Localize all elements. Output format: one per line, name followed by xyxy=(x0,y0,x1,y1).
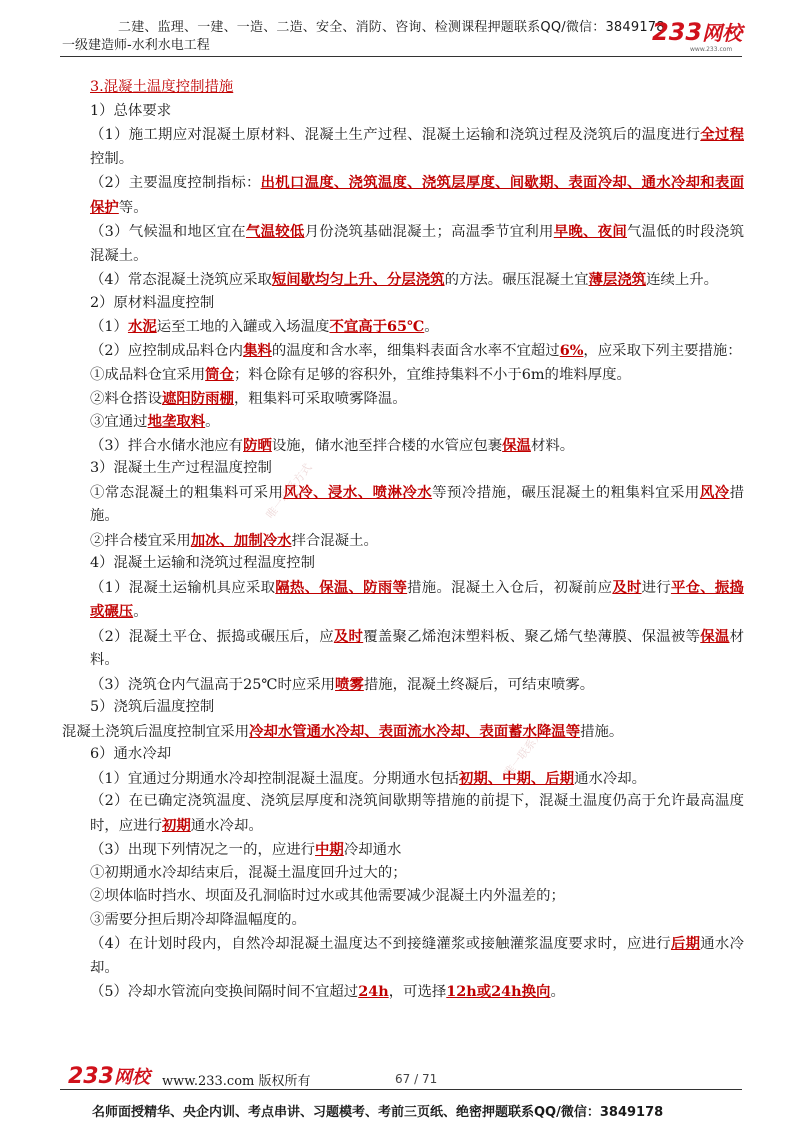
paragraph: （2）在已确定浇筑温度、浇筑层厚度和浇筑间歇期等措施的前提下，混凝土温度仍高于允许最高温度时，应进行初期通水冷却。 xyxy=(90,793,744,834)
header-divider xyxy=(60,56,742,57)
paragraph: （3）浇筑仓内气温高于25℃时应采用喷雾措施，混凝土终凝后，可结束喷雾。 xyxy=(90,675,595,693)
paragraph: （2）主要温度控制指标：出机口温度、浇筑温度、浇筑层厚度、间歇期、表面冷却、通水冷却和表面保护等。 xyxy=(90,174,744,216)
watermark: 唯一联系方式 xyxy=(501,719,553,780)
paragraph: （3）气候温和地区宜在气温较低月份浇筑基础混凝土；高温季节宜利用早晚、夜间气温低的时段浇筑混凝土。 xyxy=(90,223,744,264)
paragraph: （5）冷却水管流向变换间隔时间不宜超过24h，可选择12h或24h换向。 xyxy=(90,983,565,1000)
subsection-heading: 1）总体要求 xyxy=(90,102,172,119)
subsection-heading: 4）混凝土运输和浇筑过程温度控制 xyxy=(90,555,316,571)
paragraph: （2）混凝土平仓、振捣或碾压后，应及时覆盖聚乙烯泡沫塑料板、聚乙烯气垫薄膜、保温被等保温材料。 xyxy=(90,627,744,668)
paragraph: （1）水泥运至工地的入罐或入场温度不宜高于65℃。 xyxy=(90,318,439,335)
header-subject: 一级建造师-水利水电工程 xyxy=(62,38,210,53)
paragraph: ②拌合楼宜采用加冰、加制冷水拌合混凝土。 xyxy=(90,531,378,549)
paragraph: （3）拌合水储水池应有防晒设施，储水池至拌合楼的水管应包裹保温材料。 xyxy=(90,436,575,454)
subsection-heading: 3）混凝土生产过程温度控制 xyxy=(90,460,272,476)
paragraph: （1）施工期应对混凝土原材料、混凝土生产过程、混凝土运输和浇筑过程及浇筑后的温度进行全过程控制。 xyxy=(90,126,744,167)
paragraph: （2）应控制成品料仓内集料的温度和含水率，细集料表面含水率不宜超过6%，应采取下列主要措施： xyxy=(90,341,742,359)
paragraph: ②料仓搭设遮阳防雨棚，粗集料可采取喷雾降温。 xyxy=(90,389,407,407)
section-title: 3.混凝土温度控制措施 xyxy=(90,79,234,95)
footer-site: www.233.com 版权所有 xyxy=(162,1074,311,1089)
list-item: ③需要分担后期冷却降温幅度的。 xyxy=(90,911,306,928)
list-item: ②坝体临时挡水、坝面及孔洞临时过水或其他需要减少混凝土内外温差的； xyxy=(90,888,565,904)
paragraph: （4）在计划时段内，自然冷却混凝土温度达不到接缝灌浆或接触灌浆温度要求时，应进行后期通水冷却。 xyxy=(90,935,744,976)
footer-divider xyxy=(60,1089,742,1090)
subsection-heading: 6）通水冷却 xyxy=(90,746,172,762)
watermark: 唯一联系方式 xyxy=(263,461,315,522)
paragraph: ①常态混凝土的粗集料可采用风冷、浸水、喷淋冷水等预冷措施，碾压混凝土的粗集料宜采用风冷措施。 xyxy=(90,483,744,524)
paragraph: ③宜通过地垄取料。 xyxy=(90,413,220,430)
header-promo: 二建、监理、一建、一造、二造、安全、消防、咨询、检测课程押题联系QQ/微信：3849178 xyxy=(118,20,665,35)
footer-logo: 233网校 xyxy=(68,1064,150,1089)
paragraph: （1）混凝土运输机具应采取隔热、保温、防雨等措施。混凝土入仓后，初凝前应及时进行平仓、振捣或碾压。 xyxy=(90,578,744,620)
footer-promo: 名师面授精华、央企内训、考点串讲、习题模考、考前三页纸、绝密押题联系QQ/微信：3849178 xyxy=(92,1105,664,1120)
page-number: 67 / 71 xyxy=(395,1072,438,1086)
paragraph: （1）宜通过分期通水冷却控制混凝土温度。分期通水包括初期、中期、后期通水冷却。 xyxy=(90,769,647,787)
paragraph: （3）出现下列情况之一的，应进行中期冷却通水 xyxy=(90,841,402,858)
list-item: ①初期通水冷却结束后，混凝土温度回升过大的； xyxy=(90,864,407,881)
paragraph: （4）常态混凝土浇筑应采取短间歇均匀上升、分层浇筑的方法。碾压混凝土宜薄层浇筑连续上升。 xyxy=(90,271,719,288)
document-body xyxy=(62,76,744,1004)
subsection-heading: 2）原材料温度控制 xyxy=(90,294,215,311)
paragraph: 混凝土浇筑后温度控制宜采用冷却水管通水冷却、表面流水冷却、表面蓄水降温等措施。 xyxy=(62,722,624,740)
subsection-heading: 5）浇筑后温度控制 xyxy=(90,699,215,715)
paragraph: ①成品料仓宜采用筒仓；料仓除有足够的容积外，宜维持集料不小于6m的堆料厚度。 xyxy=(90,366,631,383)
logo-url: www.233.com xyxy=(690,46,733,53)
brand-logo: 233网校 xyxy=(652,18,743,46)
